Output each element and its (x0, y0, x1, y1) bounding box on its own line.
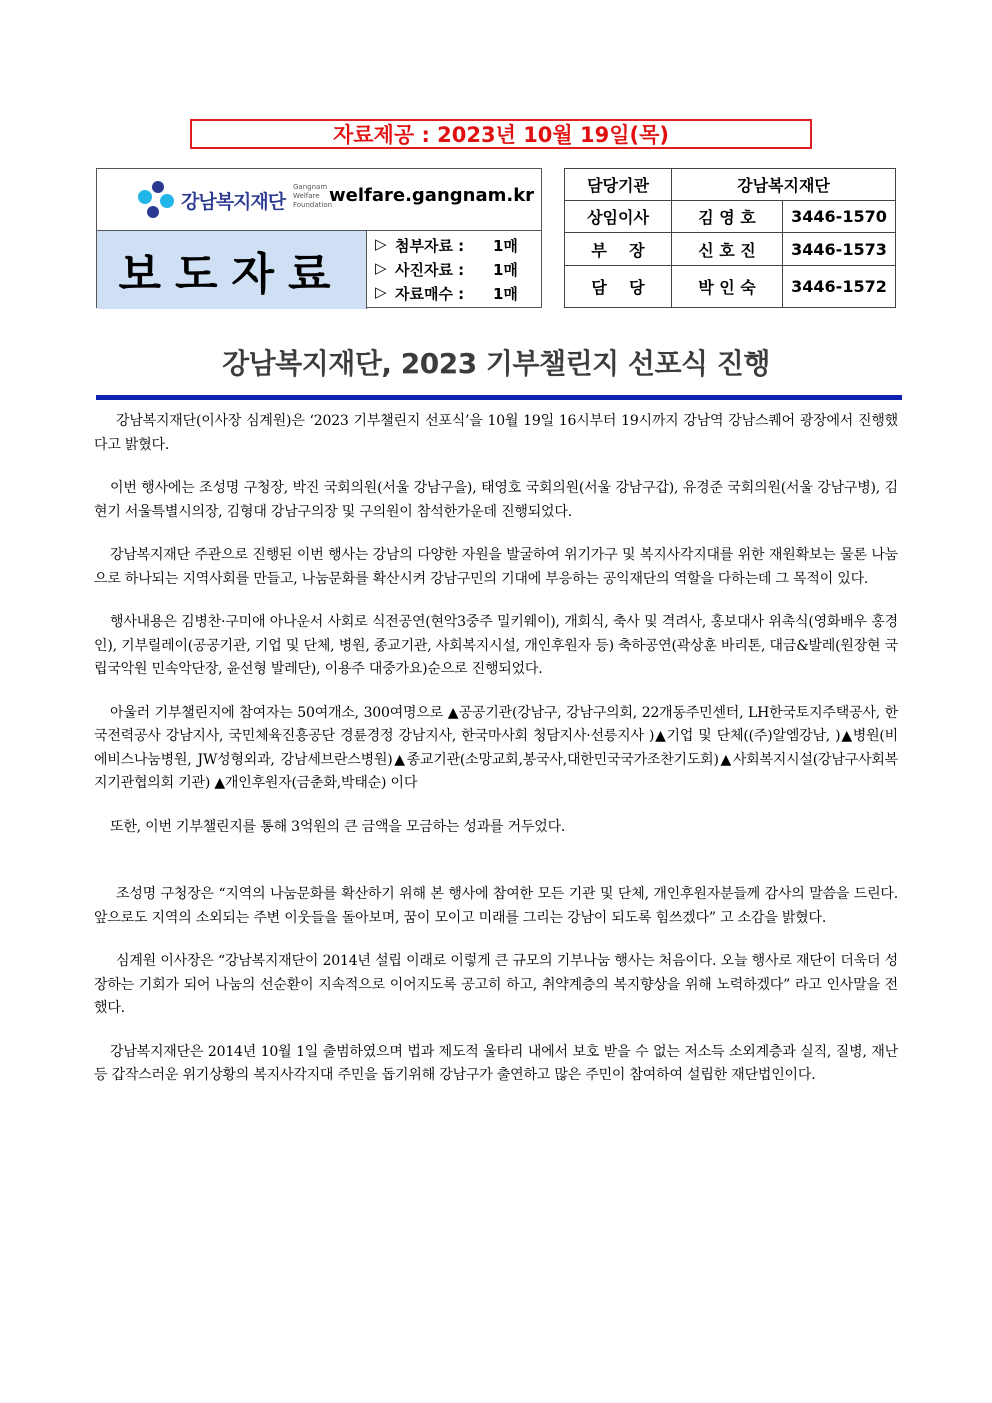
contact-row (565, 265, 896, 307)
contact-name: 박 인 숙 (672, 265, 783, 307)
paragraph: 조성명 구청장은 “지역의 나눔문화를 확산하기 위해 본 행사에 참여한 모든 기관 및 단체, 개인후원자분들께 감사의 말씀을 드린다. 앞으로도 지역의 소외되는 주변 이웃들을 돌아보며, 꿈이 모이고 미래를 그리는 강남이 되도록 힘쓰겠다” 고 소감을 밝혔다. (94, 886, 898, 926)
attachment-value: 1매 (493, 261, 518, 279)
headline: 강남복지재단, 2023 기부챌린지 선포식 진행 (222, 347, 770, 380)
contact-row (565, 201, 896, 233)
contact-phone: 3446-1572 (783, 265, 896, 307)
org-name: 강남복지재단 (181, 191, 286, 213)
paragraph: 행사내용은 김병찬·구미애 아나운서 사회로 식전공연(현악3중주 밀키웨이), 개회식, 축사 및 격려사, 홍보대사 위촉식(영화배우 홍경인), 기부릴레이(공공기관, 기업 및 단체, 병원, 종교기관, 사회복지시설, 개인후원자 등) 축하공연(곽상훈 바리톤, 대금&발레(원장현 국립국악원 민속악단장, 윤선형 발레단), 이용주 대중가요)순으로 진행되었다. (94, 614, 898, 677)
paragraph: 심계원 이사장은 “강남복지재단이 2014년 설립 이래로 이렇게 큰 규모의 기부나눔 행사는 처음이다. 오늘 행사로 재단이 더욱더 성장하는 기회가 되어 나눔의 선순환이 지속적으로 이어지도록 공고히 하고, 취약계층의 복지향상을 위해 노력하겠다” 라고 인사말을 전했다. (94, 953, 898, 1016)
paragraph: 아울러 기부챌린지에 참여자는 50여개소, 300여명으로 ▲공공기관(강남구, 강남구의회, 22개동주민센터, LH한국토지주택공사, 한국전력공사 강남지사, 국민체육진흥공단 경륜경정 강남지사, 한국마사회 청담지사·선릉지사 )▲기업 및 단체((주)알엠강남, )▲병원(비에비스나눔병원, JW성형외과, 강남세브란스병원)▲종교기관(소망교회,봉국사,대한민국국가조찬기도회)▲사회복지시설(강남구사회복지기관협의회 기관) ▲개인후원자(금춘화,박태순) 이다 (94, 704, 898, 791)
contact-row (565, 233, 896, 265)
org-sub: Gangnam Welfare Foundation (293, 183, 333, 209)
paragraph: 이번 행사에는 조성명 구청장, 박진 국회의원(서울 강남구을), 태영호 국회의원(서울 강남구갑), 유경준 국회의원(서울 강남구병), 김현기 서울특별시의장, 김형대 강남구의장 및 구의원이 참석한가운데 진행되었다. (94, 480, 898, 520)
attachment-list (375, 235, 518, 307)
headline-divider (96, 395, 902, 400)
attachment-value: 1매 (493, 285, 518, 303)
press-release-title: 보도자료 (97, 231, 367, 309)
attachment-item (375, 235, 518, 259)
article-body (94, 410, 898, 1108)
contact-name: 김 영 호 (672, 201, 783, 233)
attachment-value: 1매 (493, 237, 518, 255)
contact-phone: 3446-1573 (783, 233, 896, 265)
paragraph: 강남복지재단(이사장 심계원)은 ‘2023 기부챌린지 선포식’을 10월 19일 16시부터 19시까지 강남역 강남스퀘어 광장에서 진행했다고 밝혔다. (94, 413, 898, 453)
attachment-label: 첨부자료 : (395, 237, 465, 255)
attachment-label: 자료매수 : (395, 285, 465, 303)
agency-value: 강남복지재단 (672, 169, 896, 201)
paragraph: 강남복지재단 주관으로 진행된 이번 행사는 강남의 다양한 자원을 발굴하여 위기가구 및 복지사각지대를 위한 재원확보는 물론 나눔으로 하나되는 지역사회를 만들고, 나눔문화를 확산시켜 강남구민의 기대에 부응하는 공익재단의 역할을 다하는데 그 목적이 있다. (94, 547, 898, 587)
release-date-box (190, 119, 812, 149)
contact-table (564, 168, 896, 308)
contact-role: 담 당 (565, 265, 672, 307)
triangle-icon: ▷ (375, 283, 387, 301)
contact-name: 신 호 진 (672, 233, 783, 265)
attachment-item (375, 283, 518, 307)
contact-phone: 3446-1570 (783, 201, 896, 233)
contact-role: 상임이사 (565, 201, 672, 233)
triangle-icon: ▷ (375, 235, 387, 253)
attachment-item (375, 259, 518, 283)
contact-role: 부 장 (565, 233, 672, 265)
release-date: 자료제공 : 2023년 10월 19일(목) (332, 123, 670, 147)
triangle-icon: ▷ (375, 259, 387, 277)
agency-label: 담당기관 (565, 169, 672, 201)
website-link[interactable]: welfare.gangnam.kr (329, 185, 535, 206)
paragraph: 강남복지재단은 2014년 10월 1일 출범하였으며 법과 제도적 울타리 내에서 보호 받을 수 없는 저소득 소외계층과 실직, 질병, 재난 등 갑작스러운 위기상황의 복지사각지대 주민을 돕기위해 강남구가 출연하고 많은 주민이 참여하여 설립한 재단법인이다. (94, 1043, 898, 1083)
attachment-label: 사진자료 : (395, 261, 465, 279)
logo-row (97, 169, 541, 231)
press-row (97, 231, 541, 309)
foundation-logo-icon (137, 179, 177, 221)
press-header (96, 168, 542, 308)
paragraph: 또한, 이번 기부챌린지를 통해 3억원의 큰 금액을 모금하는 성과를 거두었다. (110, 818, 566, 835)
